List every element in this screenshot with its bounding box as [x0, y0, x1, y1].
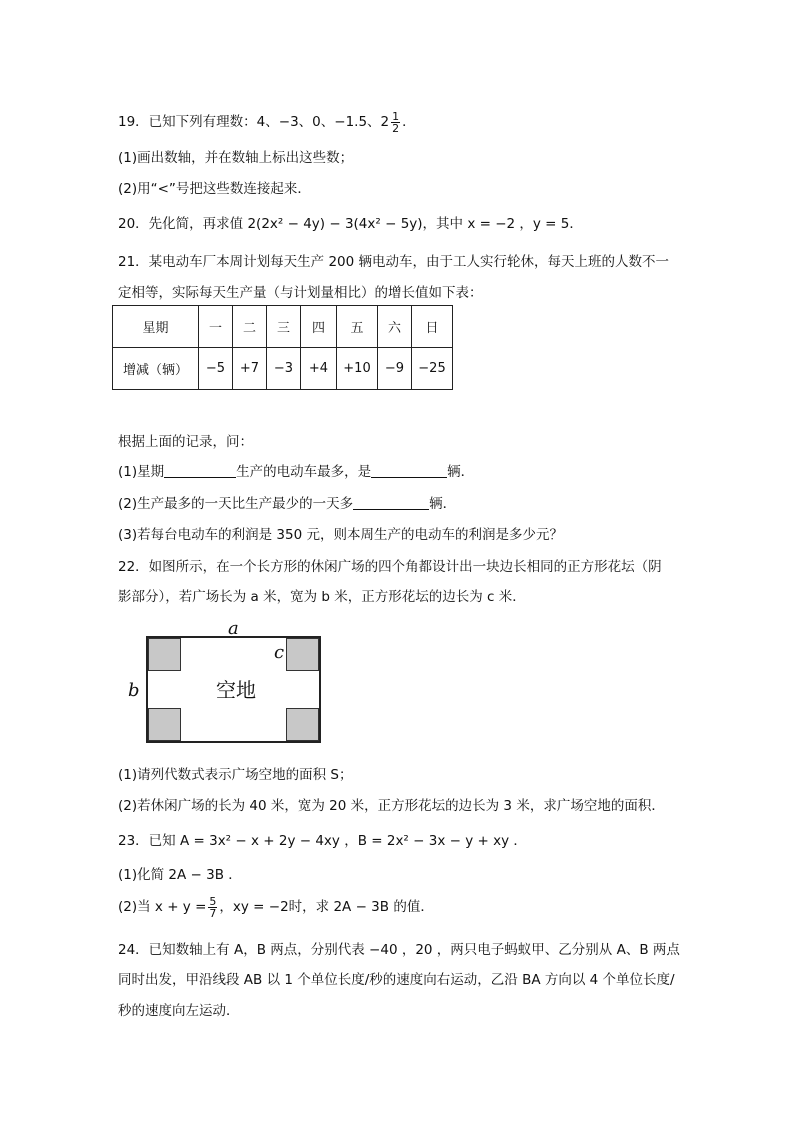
- q24-line3: 秒的速度向左运动．: [118, 1003, 240, 1019]
- table-day: 五: [337, 306, 378, 348]
- corner-square: [148, 708, 181, 741]
- production-table: [112, 305, 453, 390]
- corner-square: [286, 708, 319, 741]
- corner-square: [286, 638, 319, 671]
- table-value: −25: [412, 348, 453, 390]
- q21-part2: (2)生产最多的一天比生产最少的一天多 辆．: [118, 496, 457, 512]
- q22-line1: 22．如图所示，在一个长方形的休闲广场的四个角都设计出一块边长相同的正方形花坛（阴: [118, 559, 662, 575]
- table-value: −3: [267, 348, 301, 390]
- table-value-row: [113, 348, 453, 390]
- table-header-label: 星期: [113, 306, 199, 348]
- answer-blank[interactable]: [164, 463, 236, 478]
- corner-square: [148, 638, 181, 671]
- answer-blank[interactable]: [371, 463, 447, 478]
- label-a: a: [228, 618, 239, 639]
- q21-line1: 21．某电动车厂本周计划每天生产 200 辆电动车，由于工人实行轮休，每天上班的人数不一: [118, 254, 670, 270]
- q24-line2: 同时出发，甲沿线段 AB 以 1 个单位长度/秒的速度向右运动，乙沿 BA 方向以 4 个单位长度/: [118, 972, 675, 988]
- q23-part2: (2)当 x + y = $\frac{5}{7}$ ，xy = −2时，求 2A − 3B 的值．: [118, 894, 434, 920]
- table-day: 四: [301, 306, 337, 348]
- q23-part1: (1)化简 2A − 3B ．: [118, 867, 242, 883]
- table-day: 二: [233, 306, 267, 348]
- table-day: 三: [267, 306, 301, 348]
- q22-part1: (1)请列代数式表示广场空地的面积 S；: [118, 767, 353, 783]
- q21-intro: 根据上面的记录，问：: [118, 434, 253, 450]
- q19-part2: (2)用“<”号把这些数连接起来．: [118, 181, 311, 197]
- table-row-label: 增减（辆）: [113, 348, 199, 390]
- table-value: −9: [378, 348, 412, 390]
- square-plaza-figure: [128, 618, 328, 748]
- open-space-label: 空地: [216, 678, 256, 702]
- answer-blank[interactable]: [353, 495, 429, 510]
- table-header-row: [113, 306, 453, 348]
- q21-line2: 定相等，实际每天生产量（与计划量相比）的增长值如下表：: [118, 285, 483, 301]
- label-b: b: [128, 680, 140, 701]
- plaza-rectangle: [146, 636, 321, 743]
- q23-text: 23．已知 A = 3x² − x + 2y − 4xy ，B = 2x² − 3x − y + xy ．: [118, 833, 527, 849]
- table-value: −5: [199, 348, 233, 390]
- q24-line1: 24．已知数轴上有 A，B 两点，分别代表 −40 ，20 ，两只电子蚂蚁甲、乙分别从 A、B 两点: [118, 942, 680, 958]
- q22-part2: (2)若休闲广场的长为 40 米，宽为 20 米，正方形花坛的边长为 3 米，求广场空地的面积．: [118, 798, 665, 814]
- label-c: c: [274, 642, 285, 663]
- q21-part1: (1)星期 生产的电动车最多，是 辆．: [118, 464, 475, 480]
- table-value: +4: [301, 348, 337, 390]
- table-day: 一: [199, 306, 233, 348]
- table-day: 六: [378, 306, 412, 348]
- table-day: 日: [412, 306, 453, 348]
- table-value: +7: [233, 348, 267, 390]
- q22-line2: 影部分），若广场长为 a 米，宽为 b 米，正方形花坛的边长为 c 米．: [118, 589, 526, 605]
- q21-part3: (3)若每台电动车的利润是 350 元，则本周生产的电动车的利润是多少元？: [118, 527, 563, 543]
- q20-text: 20．先化简，再求值 2(2x² − 4y) − 3(4x² − 5y)，其中 x = −2 ，y = 5．: [118, 216, 583, 232]
- q19-part1: (1)画出数轴，并在数轴上标出这些数；: [118, 150, 354, 166]
- fraction: $\frac{5}{7}$: [209, 894, 217, 920]
- table-value: +10: [337, 348, 378, 390]
- q19-stem: 19．已知下列有理数：4、−3、0、−1.5、2 $\frac{1}{2}$ ．: [118, 109, 416, 135]
- mixed-number: 2 $\frac{1}{2}$: [380, 109, 400, 135]
